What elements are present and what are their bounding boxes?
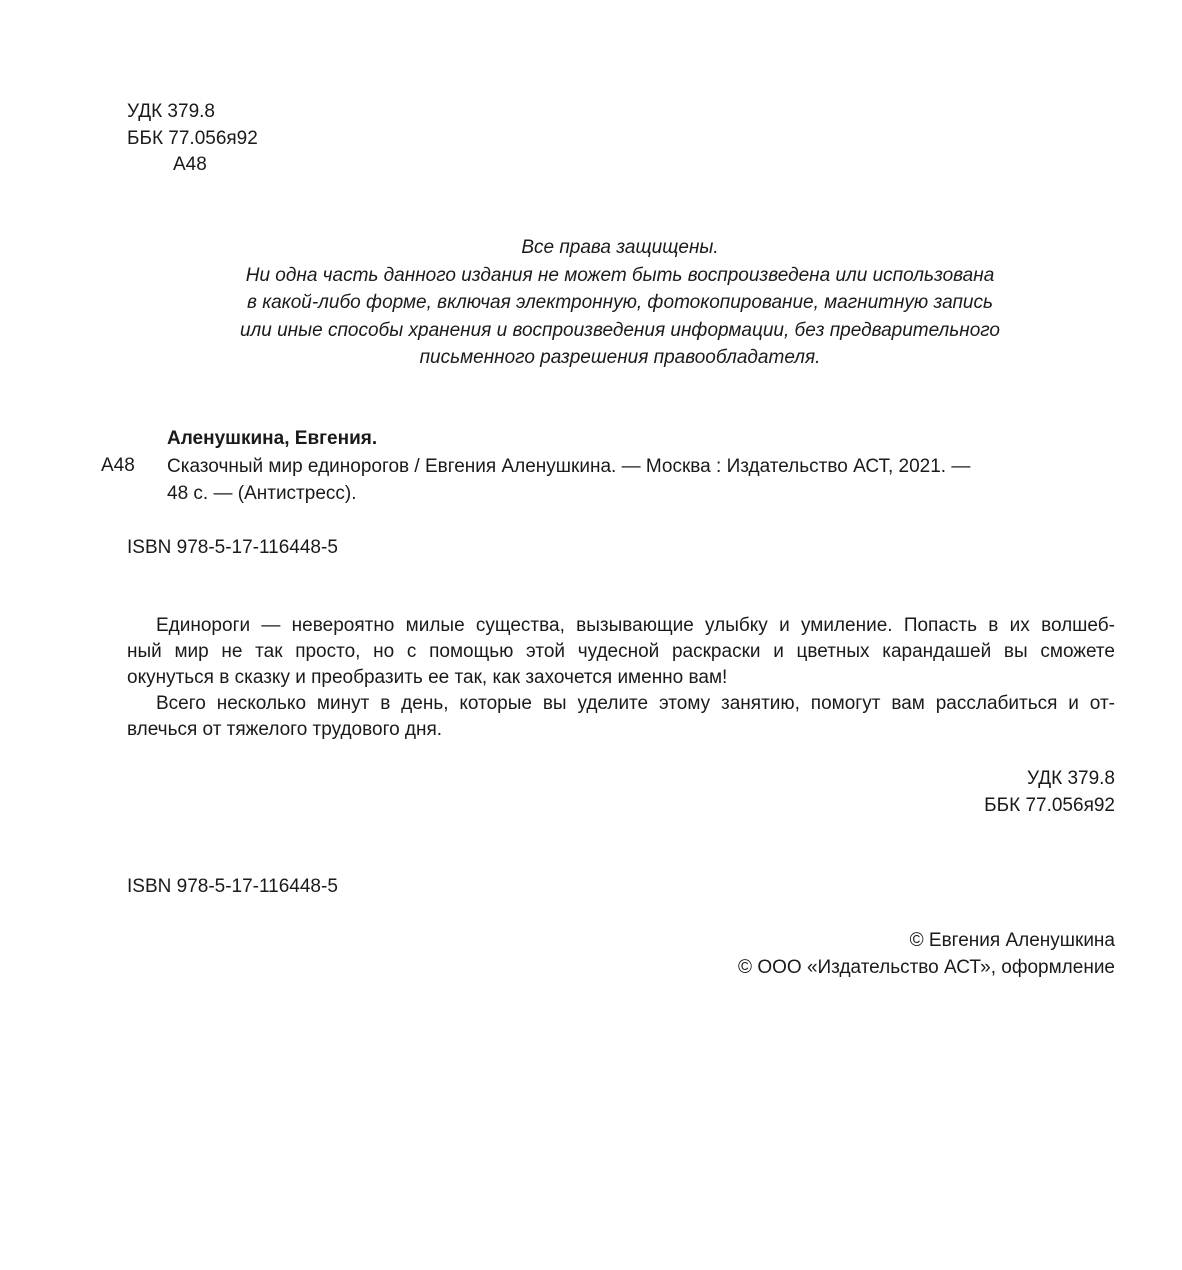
- classification-block-top: [127, 99, 258, 179]
- bibliographic-author: Аленушкина, Евгения.: [167, 428, 378, 449]
- bbk-code: ББК 77.056я92: [127, 127, 258, 149]
- annotation-line: влечься от тяжелого трудового дня.: [127, 719, 443, 740]
- udk-code: УДК 379.8: [1027, 768, 1115, 789]
- author-sign: А48: [173, 154, 207, 175]
- rights-line: письменного разрешения правообладателя.: [419, 347, 821, 368]
- copyright-block: [738, 927, 1115, 981]
- annotation: [127, 613, 1115, 743]
- bibliographic-description: [167, 453, 970, 507]
- description-line: 48 с. — (Антистресс).: [167, 483, 357, 504]
- rights-line: Ни одна часть данного издания не может быть воспроизведена или использована: [245, 264, 995, 286]
- annotation-line: ный мир не так просто, но с помощью этой чудесной раскраски и цветных карандашей вы сможете: [127, 641, 1115, 662]
- rights-line: в какой-либо форме, включая электронную, фотокопирование, магнитную запись: [247, 292, 993, 313]
- copyright-line: © Евгения Аленушкина: [909, 930, 1115, 951]
- classification-block-bottom: [984, 765, 1115, 819]
- description-line: Сказочный мир единорогов / Евгения Аленушкина. — Москва : Издательство АСТ, 2021. —: [167, 456, 971, 477]
- bbk-code: ББК 77.056я92: [984, 795, 1115, 816]
- rights-notice: [160, 234, 1080, 372]
- isbn-top: ISBN 978-5-17-116448-5: [127, 537, 338, 558]
- rights-line: или иные способы хранения и воспроизведения информации, без предварительного: [239, 319, 1001, 341]
- copyright-line: © ООО «Издательство АСТ», оформление: [738, 957, 1115, 978]
- annotation-line: Единороги — невероятно милые существа, вызывающие улыбку и умиление. Попасть в их волшеб-: [156, 615, 1115, 636]
- annotation-line: окунуться в сказку и преобразить ее так, как захочется именно вам!: [127, 667, 728, 688]
- isbn-bottom: ISBN 978-5-17-116448-5: [127, 876, 338, 897]
- bibliographic-code: А48: [101, 455, 135, 476]
- annotation-line: Всего несколько минут в день, которые вы уделите этому занятию, помогут вам расслабиться и от-: [156, 693, 1115, 714]
- rights-line: Все права защищены.: [521, 237, 719, 258]
- udk-code: УДК 379.8: [127, 101, 215, 122]
